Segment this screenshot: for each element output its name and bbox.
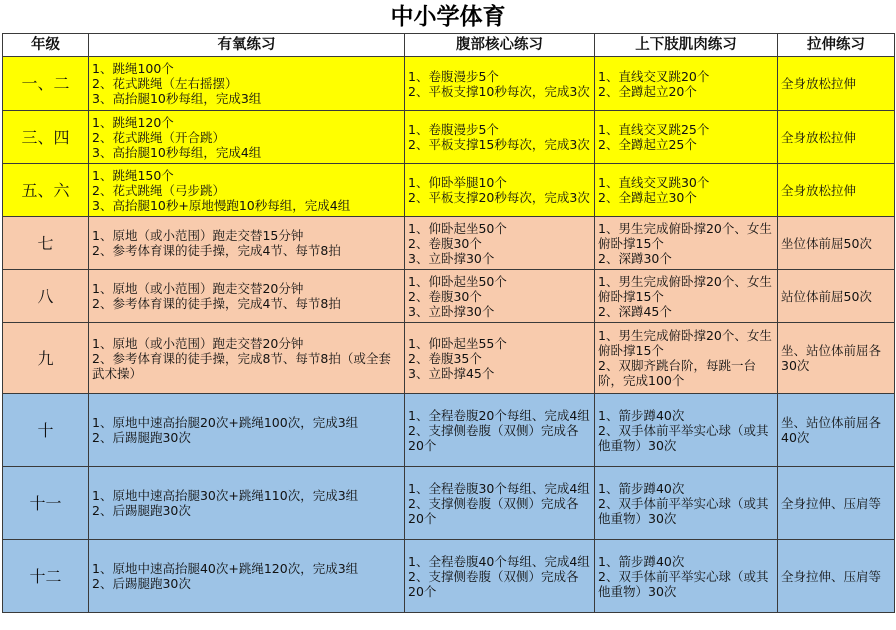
grade-cell: 十一 xyxy=(3,467,89,540)
core-cell xyxy=(405,57,595,111)
cell-line: 1、原地中速高抬腿20次+跳绳100次，完成3组 xyxy=(92,415,359,430)
cell-line: 1、仰卧起坐50个 xyxy=(408,220,507,236)
cell-line: 全身放松拉伸 xyxy=(781,129,857,145)
cell-line: 2、双手体前平举实心球（或其他重物）30次 xyxy=(598,495,769,526)
cell-line: 1、跳绳150个 xyxy=(92,167,174,183)
limbs-cell xyxy=(595,394,778,467)
cell-line: 1、原地中速高抬腿40次+跳绳120次，完成3组 xyxy=(92,561,359,576)
cell-line: 2、支撑侧卷腹（双侧）完成各20个 xyxy=(408,568,579,599)
cell-line: 坐、站位体前屈各30次 xyxy=(781,343,882,373)
grade-cell: 五、六 xyxy=(3,164,89,217)
cell-line: 2、双手体前平举实心球（或其他重物）30次 xyxy=(598,422,769,453)
header-grade: 年级 xyxy=(3,34,89,57)
aerobic-cell xyxy=(89,540,405,613)
grade-cell: 一、二 xyxy=(3,57,89,111)
cell-line: 2、后踢腿跑30次 xyxy=(92,576,191,591)
cell-line: 1、卷腹漫步5个 xyxy=(408,122,499,137)
aerobic-cell xyxy=(89,217,405,270)
grade-cell: 九 xyxy=(3,323,89,394)
header-stretch: 拉伸练习 xyxy=(778,34,895,57)
cell-line: 1、全程卷腹30个每组、完成4组 xyxy=(408,480,590,496)
grade-cell: 七 xyxy=(3,217,89,270)
cell-line: 1、原地中速高抬腿30次+跳绳110次，完成3组 xyxy=(92,488,359,503)
cell-line: 1、原地（或小范围）跑走交替20分钟 xyxy=(92,335,304,351)
cell-line: 全身放松拉伸 xyxy=(781,76,857,91)
cell-line: 2、双脚齐跳台阶，每跳一台阶，完成100个 xyxy=(598,358,756,388)
cell-line: 2、花式跳绳（开合跳） xyxy=(92,129,225,145)
grade-cell: 三、四 xyxy=(3,111,89,164)
aerobic-cell xyxy=(89,57,405,111)
limbs-cell xyxy=(595,467,778,540)
cell-line: 2、平板支撑15秒每次，完成3次 xyxy=(408,137,590,152)
aerobic-cell xyxy=(89,270,405,323)
cell-line: 1、箭步蹲40次 xyxy=(598,480,685,496)
cell-line: 1、原地（或小范围）跑走交替15分钟 xyxy=(92,228,304,243)
cell-line: 1、全程卷腹20个每组、完成4组 xyxy=(408,407,590,423)
cell-line: 3、立卧撑30个 xyxy=(408,250,495,266)
aerobic-cell xyxy=(89,323,405,394)
cell-line: 全身拉伸、压肩等 xyxy=(781,568,882,584)
cell-line: 2、花式跳绳（左右摇摆） xyxy=(92,76,238,91)
cell-line: 全身拉伸、压肩等 xyxy=(781,495,882,511)
cell-line: 2、卷腹35个 xyxy=(408,350,482,366)
cell-line: 3、高抬腿10秒+原地慢跑10秒每组，完成4组 xyxy=(92,197,351,213)
cell-line: 1、仰卧举腿10个 xyxy=(408,175,507,190)
cell-line: 2、支撑侧卷腹（双侧）完成各20个 xyxy=(408,422,579,453)
cell-line: 2、后踢腿跑30次 xyxy=(92,503,191,518)
stretch-cell xyxy=(778,57,895,111)
stretch-cell xyxy=(778,270,895,323)
aerobic-cell xyxy=(89,467,405,540)
cell-line: 2、卷腹30个 xyxy=(408,288,482,304)
cell-line: 3、立卧撑45个 xyxy=(408,365,495,381)
table-row xyxy=(3,217,895,270)
grade-cell: 十二 xyxy=(3,540,89,613)
header-limbs: 上下肢肌肉练习 xyxy=(595,34,778,57)
stretch-cell xyxy=(778,540,895,613)
cell-line: 1、男生完成俯卧撑20个、女生俯卧撑15个 xyxy=(598,328,772,358)
cell-line: 2、深蹲45个 xyxy=(598,303,672,319)
core-cell xyxy=(405,467,595,540)
table-row xyxy=(3,111,895,164)
table-row xyxy=(3,57,895,111)
exercise-table xyxy=(2,33,895,613)
cell-line: 2、支撑侧卷腹（双侧）完成各20个 xyxy=(408,495,579,526)
header-aerobic: 有氧练习 xyxy=(89,34,405,57)
limbs-cell xyxy=(595,540,778,613)
cell-line: 1、全程卷腹40个每组、完成4组 xyxy=(408,553,590,569)
stretch-cell xyxy=(778,323,895,394)
cell-line: 1、直线交叉跳30个 xyxy=(598,175,710,190)
cell-line: 2、花式跳绳（弓步跳） xyxy=(92,182,225,198)
aerobic-cell xyxy=(89,111,405,164)
cell-line: 1、男生完成俯卧撑20个、女生俯卧撑15个 xyxy=(598,220,772,251)
cell-line: 1、仰卧起坐55个 xyxy=(408,335,507,351)
header-row xyxy=(3,34,895,57)
cell-line: 1、男生完成俯卧撑20个、女生俯卧撑15个 xyxy=(598,273,772,304)
cell-line: 1、箭步蹲40次 xyxy=(598,553,685,569)
cell-line: 3、立卧撑30个 xyxy=(408,303,495,319)
cell-line: 1、跳绳120个 xyxy=(92,114,174,130)
cell-line: 坐位体前屈50次 xyxy=(781,235,872,251)
core-cell xyxy=(405,394,595,467)
stretch-cell xyxy=(778,394,895,467)
table-row xyxy=(3,164,895,217)
cell-line: 全身放松拉伸 xyxy=(781,182,857,198)
cell-line: 2、参考体育课的徒手操，完成4节、每节8拍 xyxy=(92,296,341,311)
limbs-cell xyxy=(595,217,778,270)
aerobic-cell xyxy=(89,394,405,467)
cell-line: 3、高抬腿10秒每组，完成4组 xyxy=(92,144,262,160)
core-cell xyxy=(405,540,595,613)
stretch-cell xyxy=(778,111,895,164)
cell-line: 2、参考体育课的徒手操，完成4节、每节8拍 xyxy=(92,243,341,258)
limbs-cell xyxy=(595,270,778,323)
cell-line: 2、双手体前平举实心球（或其他重物）30次 xyxy=(598,568,769,599)
stretch-cell xyxy=(778,467,895,540)
cell-line: 坐、站位体前屈各40次 xyxy=(781,415,882,445)
cell-line: 2、深蹲30个 xyxy=(598,250,672,266)
cell-line: 2、平板支撑20秒每次，完成3次 xyxy=(408,190,590,205)
grade-cell: 十 xyxy=(3,394,89,467)
cell-line: 1、原地（或小范围）跑走交替20分钟 xyxy=(92,281,304,296)
cell-line: 2、参考体育课的徒手操，完成8节、每节8拍（或全套武术操） xyxy=(92,350,391,381)
core-cell xyxy=(405,111,595,164)
core-cell xyxy=(405,217,595,270)
cell-line: 2、后踢腿跑30次 xyxy=(92,430,191,445)
core-cell xyxy=(405,270,595,323)
limbs-cell xyxy=(595,111,778,164)
grade-cell: 八 xyxy=(3,270,89,323)
cell-line: 1、仰卧起坐50个 xyxy=(408,273,507,289)
limbs-cell xyxy=(595,323,778,394)
cell-line: 1、直线交叉跳20个 xyxy=(598,68,710,84)
cell-line: 2、全蹲起立30个 xyxy=(598,190,697,205)
core-cell xyxy=(405,164,595,217)
table-row xyxy=(3,394,895,467)
cell-line: 1、跳绳100个 xyxy=(92,61,174,76)
page-title: 中小学体育 xyxy=(390,4,506,30)
table-row xyxy=(3,540,895,613)
limbs-cell xyxy=(595,164,778,217)
aerobic-cell xyxy=(89,164,405,217)
cell-line: 2、全蹲起立25个 xyxy=(598,137,697,152)
cell-line: 1、箭步蹲40次 xyxy=(598,407,685,423)
cell-line: 3、高抬腿10秒每组，完成3组 xyxy=(92,91,262,106)
cell-line: 1、卷腹漫步5个 xyxy=(408,68,499,84)
table-row xyxy=(3,467,895,540)
table-row xyxy=(3,323,895,394)
limbs-cell xyxy=(595,57,778,111)
cell-line: 2、卷腹30个 xyxy=(408,235,482,251)
cell-line: 站位体前屈50次 xyxy=(781,288,872,304)
stretch-cell xyxy=(778,164,895,217)
core-cell xyxy=(405,323,595,394)
cell-line: 1、直线交叉跳25个 xyxy=(598,122,710,137)
table-row xyxy=(3,270,895,323)
header-core: 腹部核心练习 xyxy=(405,34,595,57)
stretch-cell xyxy=(778,217,895,270)
cell-line: 2、全蹲起立20个 xyxy=(598,83,697,99)
cell-line: 2、平板支撑10秒每次，完成3次 xyxy=(408,83,590,99)
